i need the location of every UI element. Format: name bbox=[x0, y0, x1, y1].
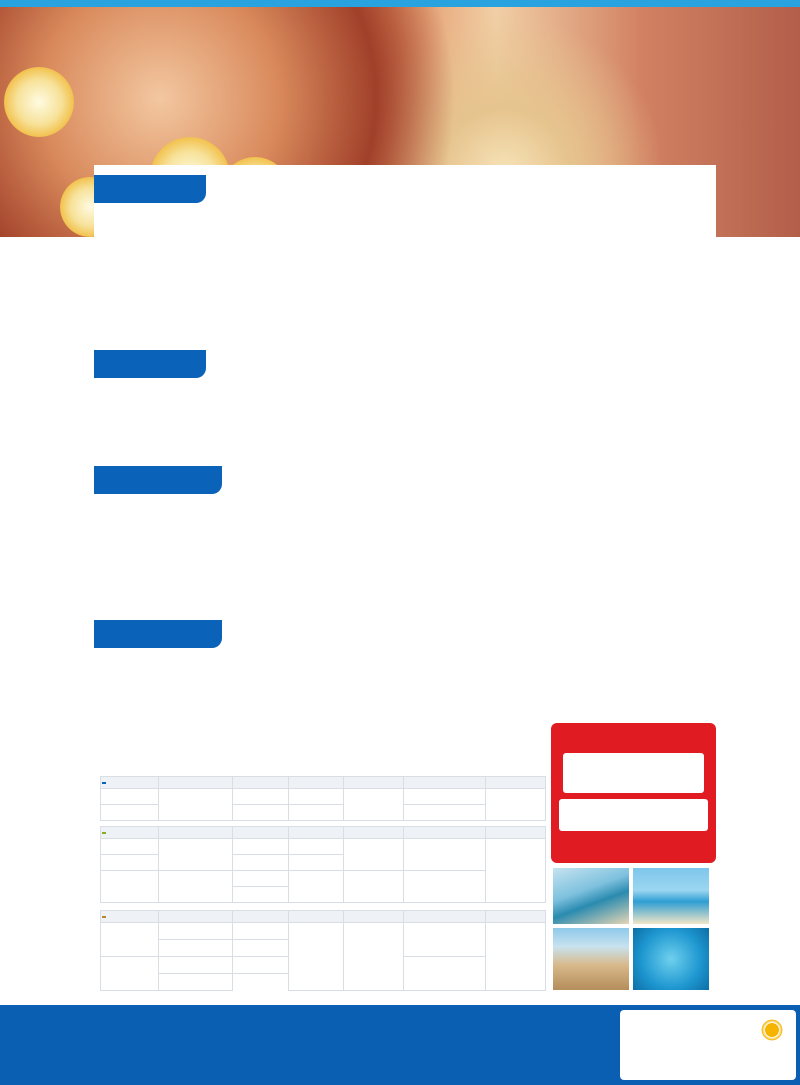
hero-title bbox=[392, 27, 752, 167]
date-ribbon-b bbox=[94, 350, 206, 378]
trip-type bbox=[101, 789, 159, 805]
child-cell bbox=[486, 789, 546, 821]
price-cell bbox=[232, 923, 288, 940]
price-cell bbox=[232, 805, 288, 821]
price-cell bbox=[232, 940, 288, 957]
century-tours-logo bbox=[620, 1010, 796, 1080]
date-ribbon-a bbox=[94, 175, 206, 203]
gift-cell bbox=[344, 789, 404, 821]
ext-cell bbox=[288, 871, 344, 903]
trip-type bbox=[101, 805, 159, 821]
ext-cell bbox=[288, 839, 344, 855]
price-cell bbox=[158, 974, 232, 991]
ext-cell bbox=[288, 789, 344, 805]
child-cell bbox=[486, 923, 546, 991]
hotel-cell bbox=[158, 789, 232, 821]
offer-date bbox=[563, 753, 704, 793]
col-header bbox=[232, 827, 288, 839]
price-cell bbox=[232, 887, 288, 903]
trip-type bbox=[101, 957, 159, 991]
boracay-table-group2 bbox=[100, 826, 546, 903]
group-tag bbox=[102, 916, 106, 918]
col-header bbox=[288, 827, 344, 839]
col-header bbox=[486, 777, 546, 789]
offer-price bbox=[559, 799, 708, 831]
gift-cell bbox=[344, 871, 404, 903]
trip-type bbox=[101, 923, 159, 957]
top-strip bbox=[0, 0, 800, 7]
sandcastle-photo bbox=[553, 928, 629, 990]
ext-cell bbox=[288, 855, 344, 871]
col-header bbox=[288, 777, 344, 789]
group-tag bbox=[102, 832, 106, 834]
col-header bbox=[288, 911, 344, 923]
hotel-cell bbox=[158, 957, 232, 974]
sched-cell bbox=[404, 789, 486, 805]
trip-type bbox=[101, 855, 159, 871]
col-header bbox=[404, 777, 486, 789]
col-header bbox=[232, 911, 288, 923]
boracay-table-group3 bbox=[100, 910, 546, 991]
sched-cell bbox=[404, 805, 486, 821]
col-header bbox=[404, 827, 486, 839]
land-ribbon-b bbox=[94, 620, 222, 648]
price-cell bbox=[232, 839, 288, 855]
col-header bbox=[344, 911, 404, 923]
col-header bbox=[232, 777, 288, 789]
trip-type bbox=[101, 871, 159, 903]
hotel-cell bbox=[158, 871, 232, 903]
price-cell bbox=[232, 871, 288, 887]
gift-cell bbox=[344, 839, 404, 871]
business-price-card bbox=[94, 165, 716, 461]
col-header bbox=[344, 777, 404, 789]
ext-cell bbox=[288, 923, 344, 991]
sched-cell bbox=[404, 923, 486, 957]
sched-cell bbox=[404, 839, 486, 871]
boracay-table-group1 bbox=[100, 776, 546, 821]
trip-type bbox=[101, 839, 159, 855]
price-cell bbox=[232, 855, 288, 871]
col-header bbox=[158, 777, 232, 789]
col-header bbox=[158, 827, 232, 839]
col-header bbox=[404, 911, 486, 923]
sched-cell bbox=[404, 871, 486, 903]
beach-photo bbox=[633, 868, 709, 924]
resort-photo bbox=[553, 868, 629, 924]
group-tag bbox=[102, 782, 106, 784]
col-header bbox=[486, 827, 546, 839]
land-ribbon-a bbox=[94, 466, 222, 494]
child-cell bbox=[486, 839, 546, 903]
sched-cell bbox=[404, 957, 486, 991]
special-offer-box bbox=[551, 723, 716, 863]
col-header bbox=[344, 827, 404, 839]
flower-icon bbox=[4, 67, 74, 137]
hotel-cell bbox=[158, 940, 232, 957]
col-header bbox=[158, 911, 232, 923]
ext-cell bbox=[288, 805, 344, 821]
col-header bbox=[486, 911, 546, 923]
price-cell bbox=[232, 957, 288, 974]
hotel-cell bbox=[158, 923, 232, 940]
price-cell bbox=[232, 789, 288, 805]
snorkel-photo bbox=[633, 928, 709, 990]
hotel-cell bbox=[158, 839, 232, 871]
sun-icon bbox=[760, 1018, 784, 1042]
gift-cell bbox=[344, 923, 404, 991]
